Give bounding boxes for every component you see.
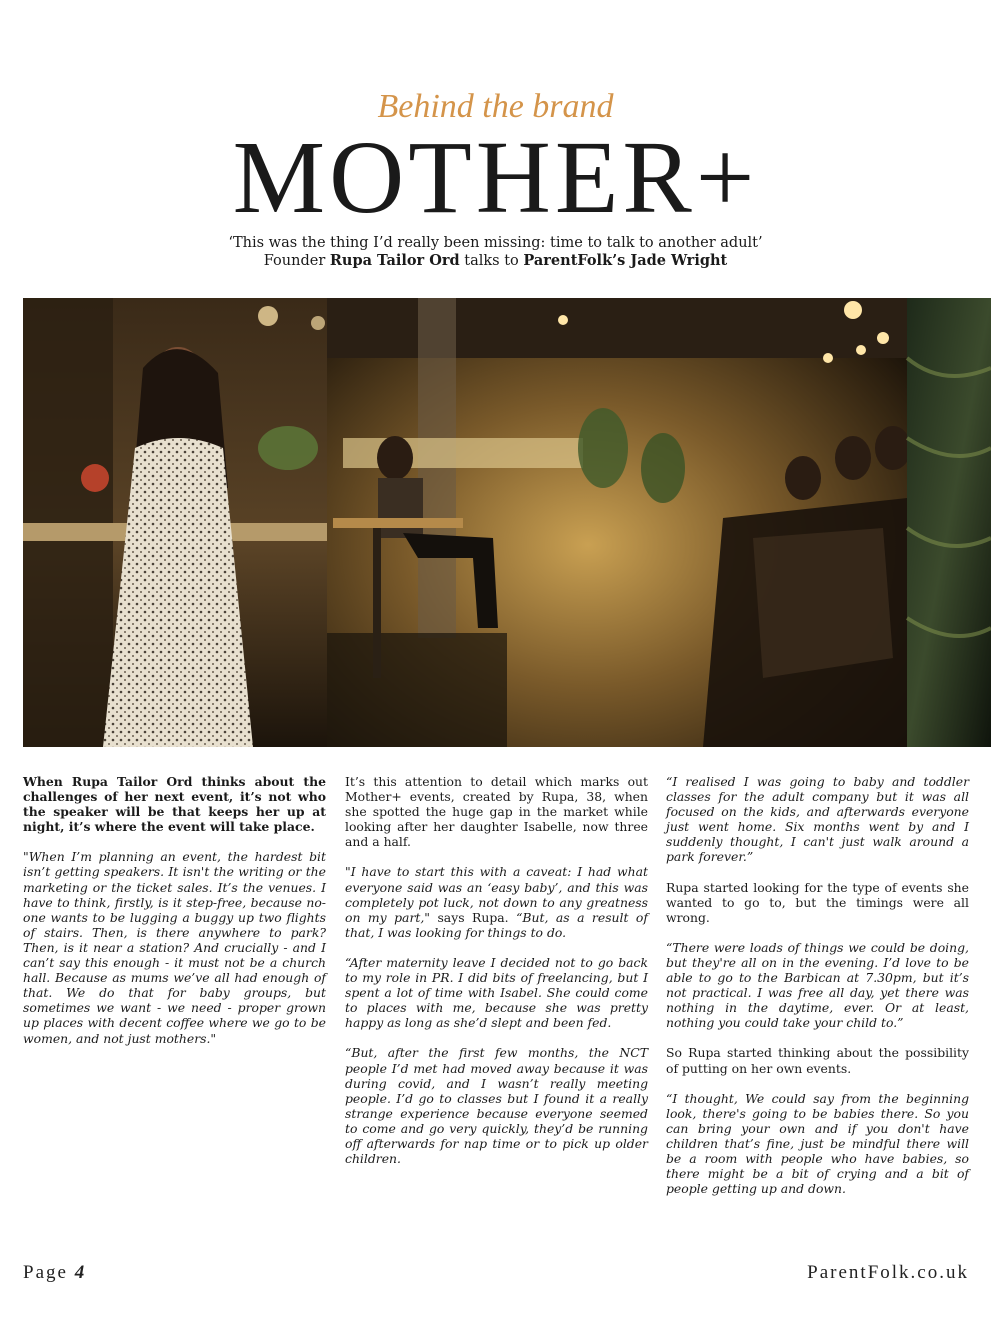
paragraph: “After maternity leave I decided not to go back to my role in PR. I did bits of freelancing, but I spent a lot of time with Isabel. She could come to places with me, because she was pretty happy as long as she’d slept and been fed. [345,954,648,1031]
paragraph: “But, after the first few months, the NCT people I’d met had moved away because it was during covid, and I wasn’t really meeting people. I’d go to classes but I found it a really strange experience because everyone seemed to come and go very quickly, they’d be running off afterwards for nap time or to pick up older children. [345,1045,648,1167]
quote-text: "I have to start this with a caveat: I had what everyone said was an ‘easy baby’, and this was completely pot luck, not down to any greatness on my part," [345,864,648,925]
byline-name: Rupa Tailor Ord [329,252,460,269]
byline-author: ParentFolk’s Jade Wright [523,252,728,269]
article-column-1 [23,774,326,1061]
subtitle [0,234,991,270]
article-column-3 [666,774,969,1211]
quote-text: “But, as a result of that, I was looking for things to do. [345,909,648,940]
page-number-value: 4 [74,1262,87,1283]
kicker: Behind the brand [377,88,614,125]
site-url[interactable]: ParentFolk.co.uk [807,1262,969,1283]
page-number [23,1262,86,1284]
paragraph: It’s this attention to detail which marks out Mother+ events, created by Rupa, 38, when she spotted the huge gap in the market while looking after her daughter Isabelle, now three and a half. [345,774,648,850]
attribution: says Rupa. [429,909,517,925]
hero-photo-illustration [23,298,991,747]
paragraph: “I thought, We could say from the beginning look, there's going to be babies there. So you can bring your own and if you don't have children that’s fine, just be mindful there will be a room with people who have babies, so there might be a bit of crying and a bit of people getting up and down. [666,1090,969,1197]
hero-photo [23,298,991,747]
byline-pre: Founder [263,253,330,269]
page-title: MOTHER+ [232,120,759,235]
paragraph: “There were loads of things we could be doing, but they're all on in the evening. I’d love to be able to go to the Barbican at 7.30pm, but it’s not practical. I was free all day, yet there was nothing in the daytime, ever. Or at least, nothing you could take your child to.” [666,939,969,1031]
byline-mid: talks to [459,253,524,269]
pull-quote: ‘This was the thing I’d really been missing: time to talk to another adult’ [228,235,763,251]
paragraph: “I realised I was going to baby and toddler classes for the adult company but it was all focused on the kids, and afterwards everyone just went home. Six months went by and I suddenly thought, I can't just walk around a park forever.” [666,774,969,865]
paragraph [345,864,648,939]
article-column-2 [345,774,648,1181]
paragraph: "When I’m planning an event, the hardest bit isn’t getting speakers. It isn't the writing or the marketing or the ticket sales. It’s the venues. I have to think, firstly, is it step-free, because no-one wants to be lugging a buggy up two flights of stairs. Then, is there anywhere to park? Then, is it near a station? And crucially - and I can’t say this enough - it must not be a church hall. Because as mums we’ve all had enough of that. We do that for baby groups, but sometimes we want - we need - proper grown up places with decent coffee where we go to be women, and not just mothers." [23,849,326,1046]
lead-paragraph: When Rupa Tailor Ord thinks about the challenges of her next event, it’s not who the speaker will be that keeps her up at night, it’s where the event will take place. [23,774,326,835]
page-label: Page [23,1262,75,1283]
paragraph: So Rupa started thinking about the possibility of putting on her own events. [666,1045,969,1076]
byline [0,252,991,270]
paragraph: Rupa started looking for the type of events she wanted to go to, but the timings were all wrong. [666,879,969,925]
